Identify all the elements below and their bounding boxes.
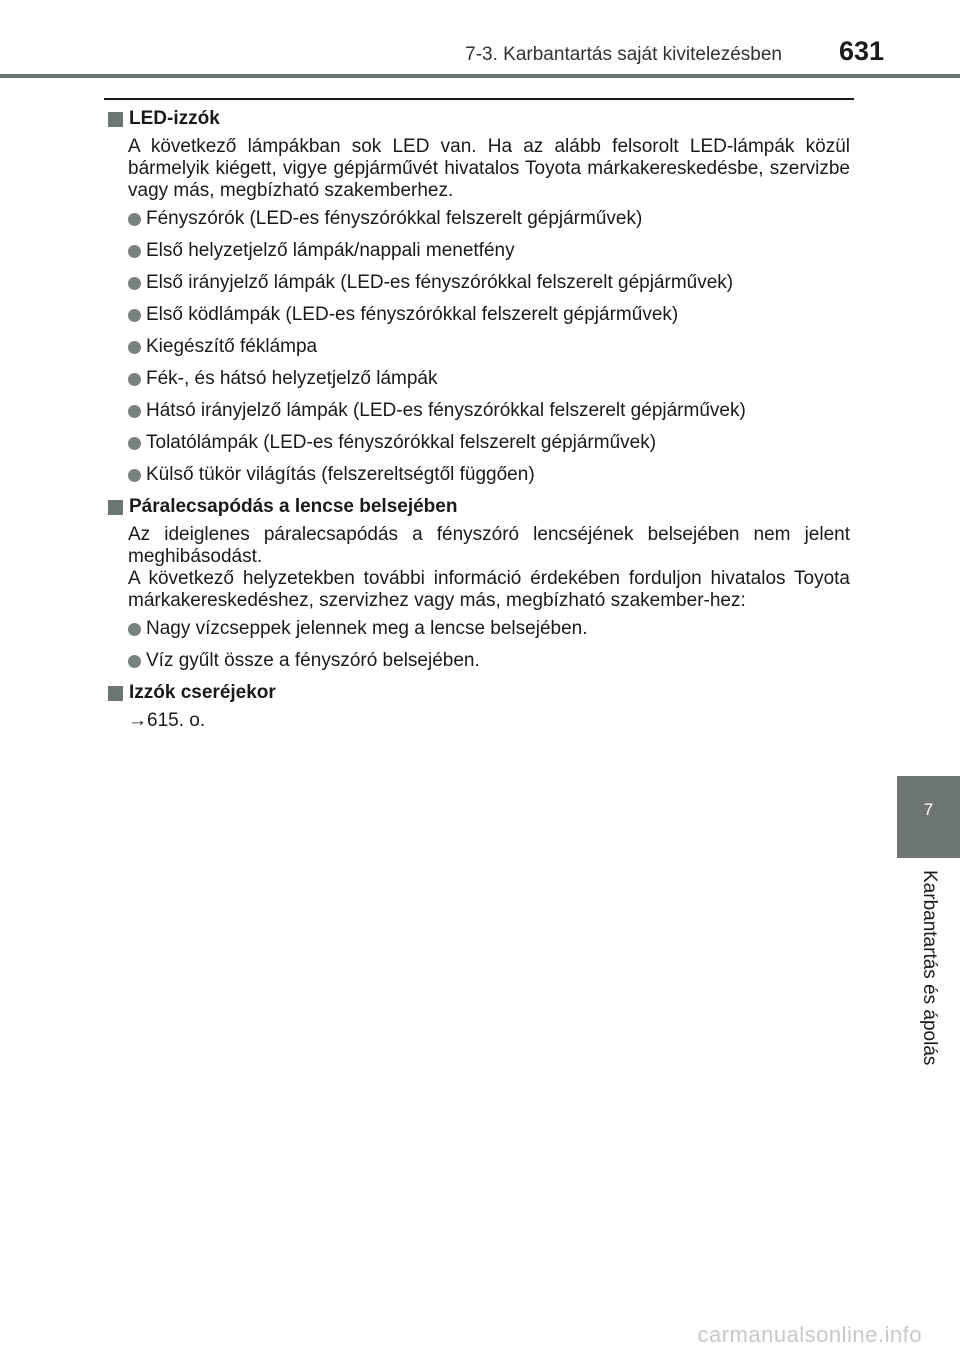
section-bulb-replacement <box>108 682 850 732</box>
circle-bullet-icon <box>128 469 141 482</box>
chapter-section-title: 7-3. Karbantartás saját kivitelezésben <box>465 44 782 65</box>
circle-bullet-icon <box>128 309 141 322</box>
section-condensation <box>108 496 850 672</box>
list-item-text: Fényszórók (LED-es fényszórókkal felszerelt gépjárművek) <box>146 208 643 229</box>
section-heading <box>108 496 850 518</box>
list-item-text: Első ködlámpák (LED-es fényszórókkal felszerelt gépjárművek) <box>146 304 679 325</box>
circle-bullet-icon <box>128 373 141 386</box>
list-item <box>128 208 850 230</box>
list-item <box>128 240 850 262</box>
square-bullet-icon <box>108 112 123 127</box>
content-top-rule <box>104 98 854 100</box>
chapter-tab-label: Karbantartás és ápolás <box>919 870 940 1066</box>
watermark: carmanualsonline.info <box>697 1322 922 1347</box>
list-item-text: Külső tükör világítás (felszereltségtől függően) <box>146 464 535 485</box>
main-content <box>108 108 850 732</box>
list-item <box>128 432 850 454</box>
circle-bullet-icon <box>128 623 141 636</box>
list-item-text: Víz gyűlt össze a fényszóró belsejében. <box>146 650 480 671</box>
square-bullet-icon <box>108 500 123 515</box>
page-number: 631 <box>838 36 884 66</box>
circle-bullet-icon <box>128 341 141 354</box>
list-item-text: Nagy vízcseppek jelennek meg a lencse belsejében. <box>146 618 588 639</box>
circle-bullet-icon <box>128 655 141 668</box>
section-paragraph: A következő helyzetekben további információ érdekében forduljon hivatalos Toyota márkakereskedéshez, szervizhez vagy más, megbízható szakember-hez: <box>128 568 850 611</box>
section-heading-text: LED-izzók <box>129 108 220 129</box>
list-item <box>128 464 850 486</box>
section-heading-text: Páralecsapódás a lencse belsejében <box>129 496 458 517</box>
circle-bullet-icon <box>128 437 141 450</box>
list-item <box>128 368 850 390</box>
circle-bullet-icon <box>128 277 141 290</box>
list-item <box>128 336 850 358</box>
list-item <box>128 400 850 422</box>
list-item <box>128 618 850 640</box>
section-heading-text: Izzók cseréjekor <box>129 682 276 703</box>
list-item-text: Hátsó irányjelző lámpák (LED-es fényszórókkal felszerelt gépjárművek) <box>146 400 746 421</box>
list-item <box>128 650 850 672</box>
square-bullet-icon <box>108 686 123 701</box>
section-heading <box>108 108 850 130</box>
list-item-text: Első irányjelző lámpák (LED-es fényszórókkal felszerelt gépjárművek) <box>146 272 734 293</box>
section-paragraph: Az ideiglenes páralecsapódás a fényszóró lencséjének belsejében nem jelent meghibásodást. <box>128 524 850 567</box>
chapter-number: 7 <box>923 800 934 819</box>
list-item <box>128 272 850 294</box>
section-paragraph: A következő lámpákban sok LED van. Ha az alább felsorolt LED-lámpák közül bármelyik kiégett, vigye gépjárművét hivatalos Toyota márkakereskedésbe, szervizbe vagy más, megbízható szakemberhez. <box>128 136 850 201</box>
circle-bullet-icon <box>128 213 141 226</box>
section-heading <box>108 682 850 704</box>
page-reference-link[interactable]: →615. o. <box>128 710 206 731</box>
list-item <box>128 304 850 326</box>
circle-bullet-icon <box>128 245 141 258</box>
list-item-text: Első helyzetjelző lámpák/nappali menetfény <box>146 240 515 261</box>
list-item-text: Tolatólámpák (LED-es fényszórókkal felszerelt gépjárművek) <box>146 432 657 453</box>
chapter-tab[interactable] <box>897 776 960 858</box>
circle-bullet-icon <box>128 405 141 418</box>
list-item-text: Kiegészítő féklámpa <box>146 336 318 357</box>
section-led-bulbs <box>108 108 850 486</box>
list-item-text: Fék-, és hátsó helyzetjelző lámpák <box>146 368 438 389</box>
header-rule <box>0 74 960 78</box>
